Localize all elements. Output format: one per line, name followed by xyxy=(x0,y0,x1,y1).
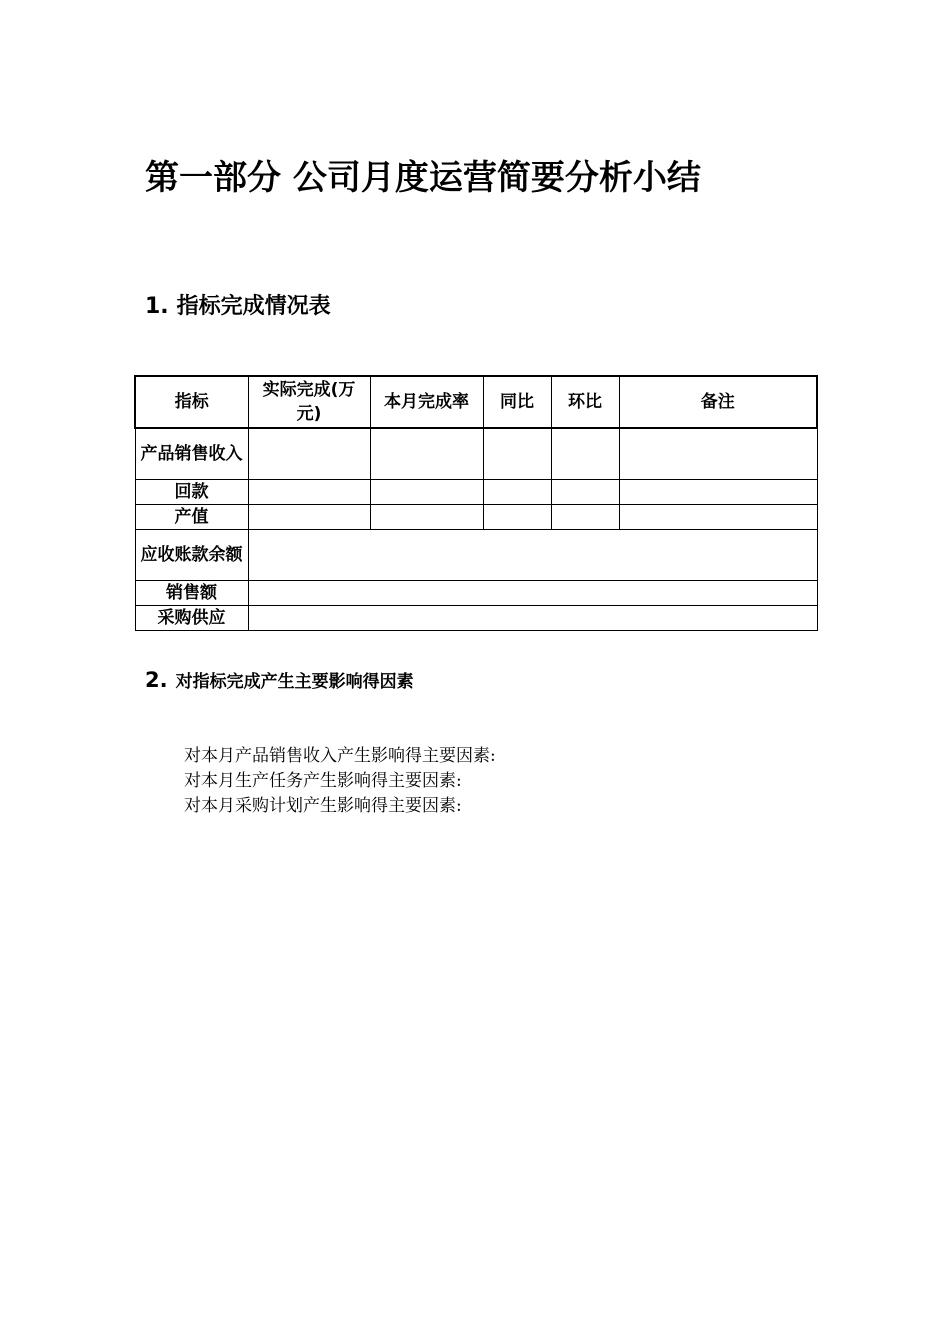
factor-line-production-task: 对本月生产任务产生影响得主要因素: xyxy=(184,771,462,791)
row-label-sales-amount: 销售额 xyxy=(135,581,248,606)
section-1-title: 指标完成情况表 xyxy=(176,294,331,319)
table-cell-merged xyxy=(248,606,817,631)
section-1-heading xyxy=(145,290,331,324)
table-cell xyxy=(370,505,483,530)
table-cell xyxy=(370,428,483,480)
row-label-accounts-receivable: 应收账款余额 xyxy=(135,530,248,581)
table-cell xyxy=(483,505,551,530)
indicator-table xyxy=(134,375,818,631)
row-label-procurement-supply: 采购供应 xyxy=(135,606,248,631)
table-row xyxy=(135,606,817,631)
table-cell xyxy=(551,428,619,480)
table-cell-merged xyxy=(248,581,817,606)
table-cell xyxy=(483,480,551,505)
table-cell xyxy=(248,505,370,530)
header-actual-completion: 实际完成(万元) xyxy=(248,376,370,428)
table-row xyxy=(135,581,817,606)
table-cell xyxy=(551,505,619,530)
section-2-title: 对指标完成产生主要影响得因素 xyxy=(175,672,414,692)
table-row xyxy=(135,505,817,530)
header-monthly-completion-rate: 本月完成率 xyxy=(370,376,483,428)
factor-line-sales-revenue: 对本月产品销售收入产生影响得主要因素: xyxy=(184,746,496,766)
header-indicator: 指标 xyxy=(135,376,248,428)
row-label-sales-revenue: 产品销售收入 xyxy=(135,428,248,480)
table-cell xyxy=(248,428,370,480)
table-cell xyxy=(551,480,619,505)
factors-list xyxy=(184,744,496,819)
table-cell xyxy=(248,480,370,505)
table-cell xyxy=(619,428,817,480)
section-1-number: 1. xyxy=(145,294,169,319)
table-row xyxy=(135,530,817,581)
header-remarks: 备注 xyxy=(619,376,817,428)
row-label-output-value: 产值 xyxy=(135,505,248,530)
table-cell xyxy=(483,428,551,480)
table-row xyxy=(135,428,817,480)
table-cell xyxy=(370,480,483,505)
header-month-on-month: 环比 xyxy=(551,376,619,428)
table-cell xyxy=(619,505,817,530)
section-2-heading xyxy=(145,666,414,696)
page-title: 第一部分 公司月度运营简要分析小结 xyxy=(145,158,701,198)
table-cell-merged xyxy=(248,530,817,581)
section-2-number: 2. xyxy=(145,668,168,692)
table-cell xyxy=(619,480,817,505)
row-label-payment-collection: 回款 xyxy=(135,480,248,505)
table-header-row xyxy=(135,376,817,428)
table-row xyxy=(135,480,817,505)
header-year-on-year: 同比 xyxy=(483,376,551,428)
factor-line-procurement-plan: 对本月采购计划产生影响得主要因素: xyxy=(184,796,462,816)
